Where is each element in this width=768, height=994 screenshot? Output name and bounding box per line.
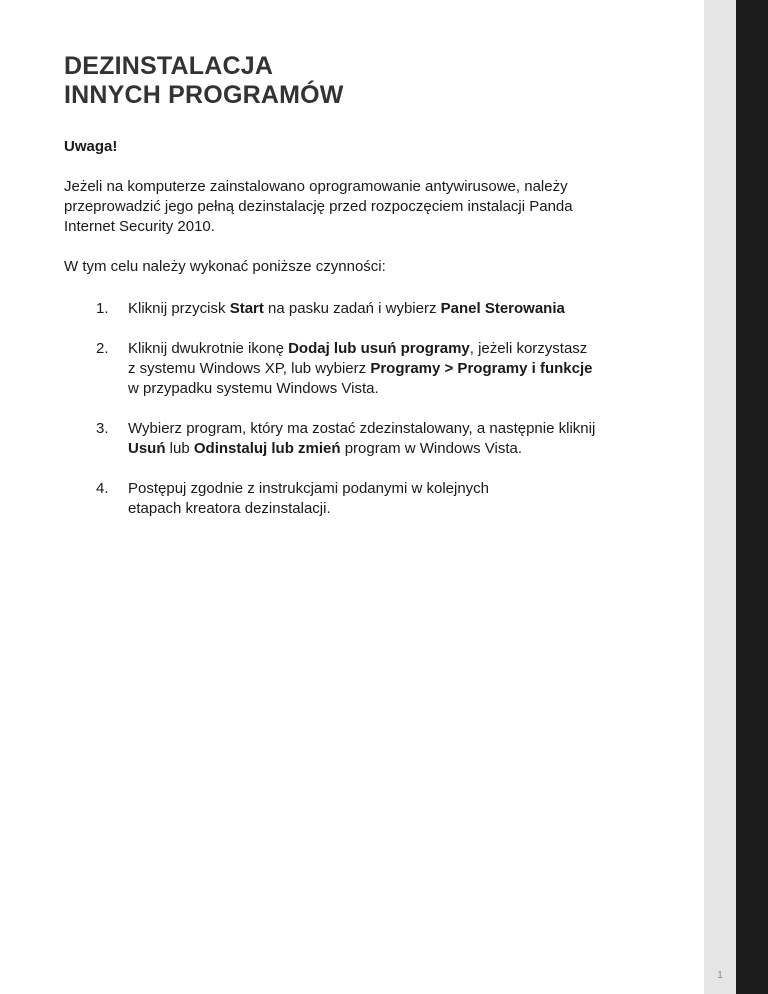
step-line xyxy=(128,339,684,359)
step-text: program w Windows Vista. xyxy=(340,440,522,457)
list-item xyxy=(64,479,684,519)
step-text: z systemu Windows XP, lub wybierz xyxy=(128,360,371,377)
step-text: lub xyxy=(165,440,194,457)
steps-intro: W tym celu należy wykonać poniższe czynności: xyxy=(64,258,386,275)
list-item xyxy=(64,339,684,399)
title-line-2: INNYCH PROGRAMÓW xyxy=(64,81,344,109)
steps-list xyxy=(64,299,684,519)
step-number: 3. xyxy=(96,420,109,437)
step-number: 4. xyxy=(96,480,109,497)
step-text: na pasku zadań i wybierz xyxy=(263,300,441,317)
step-keyword: Dodaj lub usuń programy xyxy=(288,340,470,357)
title-line-1: DEZINSTALACJA xyxy=(64,52,274,80)
step-keyword: Start xyxy=(229,300,264,317)
step-text: , jeżeli korzystasz xyxy=(469,340,588,357)
intro-line-3: Internet Security 2010. xyxy=(64,218,215,235)
intro-line-2: przeprowadzić jego pełną dezinstalację przed rozpoczęciem instalacji Panda xyxy=(64,198,573,215)
page-number: 1 xyxy=(717,970,723,981)
step-line xyxy=(128,439,684,459)
intro-line-1: Jeżeli na komputerze zainstalowano oprogramowanie antywirusowe, należy xyxy=(64,178,568,195)
list-item xyxy=(64,299,684,319)
step-number: 1. xyxy=(96,300,109,317)
side-edge-bar xyxy=(736,0,768,994)
step-text: Kliknij dwukrotnie ikonę xyxy=(128,340,289,357)
step-line: etapach kreatora dezinstalacji. xyxy=(128,500,331,517)
step-keyword: Usuń xyxy=(128,440,166,457)
step-keyword: Panel Sterowania xyxy=(440,300,565,317)
step-line: w przypadku systemu Windows Vista. xyxy=(128,380,379,397)
step-line: Postępuj zgodnie z instrukcjami podanymi w kolejnych xyxy=(128,480,490,497)
step-text: Kliknij przycisk xyxy=(128,300,230,317)
side-margin-band xyxy=(704,0,736,994)
page-title xyxy=(64,52,684,110)
note-label: Uwaga! xyxy=(64,138,118,155)
step-keyword: Odinstaluj lub zmień xyxy=(193,440,341,457)
step-line xyxy=(128,299,684,319)
list-item xyxy=(64,419,684,459)
step-keyword: Programy > Programy i funkcje xyxy=(370,360,593,377)
document-content xyxy=(64,52,684,539)
step-number: 2. xyxy=(96,340,109,357)
intro-paragraph xyxy=(64,177,684,237)
step-line xyxy=(128,359,684,379)
step-line: Wybierz program, który ma zostać zdezinstalowany, a następnie kliknij xyxy=(128,420,596,437)
